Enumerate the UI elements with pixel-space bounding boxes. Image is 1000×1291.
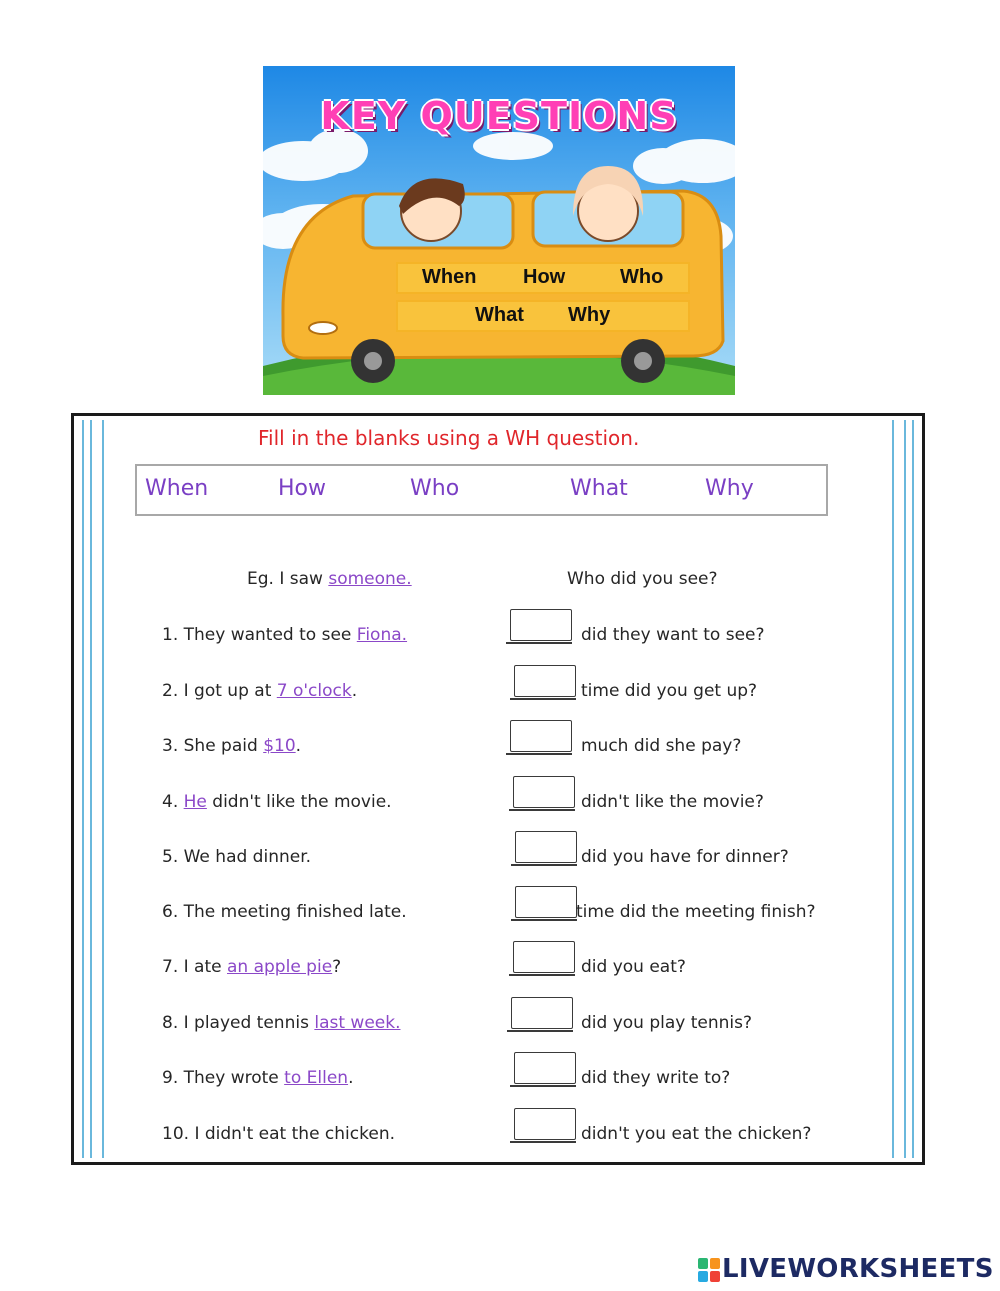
answer-blank-input[interactable] — [510, 720, 572, 752]
illustration-title: KEY QUESTIONS — [320, 94, 678, 138]
question-sentence — [162, 1013, 401, 1033]
question-answer: time did you get up? — [581, 681, 758, 701]
word-bank-item: When — [145, 476, 209, 501]
question-sentence — [162, 792, 392, 812]
sentence-text: Eg. I saw — [247, 569, 329, 589]
sentence-text: 8. I played tennis — [162, 1013, 315, 1033]
underlined-word: Fiona. — [356, 625, 408, 645]
question-answer: did you play tennis? — [581, 1013, 753, 1033]
bus-word: Who — [620, 266, 664, 288]
answer-blank-input[interactable] — [514, 1052, 576, 1084]
sentence-text: 7. I ate — [162, 957, 227, 977]
question-sentence — [162, 736, 301, 756]
sentence-text: 10. I didn't eat the chicken. — [162, 1124, 395, 1144]
underlined-word: 7 o'clock — [276, 681, 352, 701]
sentence-text: ? — [332, 957, 342, 977]
question-answer: did they want to see? — [581, 625, 765, 645]
question-answer: didn't you eat the chicken? — [581, 1124, 812, 1144]
sentence-text: . — [351, 681, 358, 701]
sentence-text: didn't like the movie. — [206, 792, 392, 812]
sentence-text: 6. The meeting finished late. — [162, 902, 407, 922]
answer-underline — [509, 809, 575, 811]
worksheet-panel — [71, 413, 925, 1165]
logo-mark-icon — [698, 1258, 720, 1282]
answer-blank-input[interactable] — [515, 831, 577, 863]
answer-underline — [510, 1141, 576, 1143]
answer-blank-input[interactable] — [515, 886, 577, 918]
word-bank-item: Why — [705, 476, 754, 501]
answer-underline — [511, 864, 577, 866]
underlined-word: He — [183, 792, 207, 812]
answer-underline — [510, 1085, 576, 1087]
sentence-text: 5. We had dinner. — [162, 847, 312, 867]
logo-text: LIVEWORKSHEETS — [722, 1254, 994, 1284]
answer-underline — [507, 1030, 573, 1032]
example-sentence — [247, 569, 412, 589]
underlined-word: to Ellen — [284, 1068, 349, 1088]
word-bank-item: Who — [410, 476, 460, 501]
instruction-text: Fill in the blanks using a WH question. — [258, 426, 640, 450]
border-stripe — [904, 420, 906, 1158]
border-stripe — [102, 420, 104, 1158]
sentence-text: 2. I got up at — [162, 681, 277, 701]
underlined-word: $10 — [263, 736, 296, 756]
question-sentence — [162, 957, 341, 977]
border-stripe — [892, 420, 894, 1158]
question-sentence — [162, 902, 407, 922]
word-bank-item: What — [570, 476, 628, 501]
question-answer: much did she pay? — [581, 736, 742, 756]
word-bank-item: How — [278, 476, 326, 501]
answer-blank-input[interactable] — [513, 941, 575, 973]
bus-word: How — [523, 266, 566, 288]
underlined-word: an apple pie — [227, 957, 333, 977]
answer-blank-input[interactable] — [510, 609, 572, 641]
question-sentence — [162, 625, 407, 645]
answer-underline — [510, 698, 576, 700]
example-answer: Who did you see? — [567, 569, 718, 589]
answer-blank-input[interactable] — [514, 665, 576, 697]
sentence-text: 9. They wrote — [162, 1068, 285, 1088]
question-sentence — [162, 1068, 353, 1088]
question-answer: did you eat? — [581, 957, 686, 977]
answer-underline — [509, 974, 575, 976]
sentence-text: 3. She paid — [162, 736, 264, 756]
bus-word: When — [422, 266, 477, 288]
question-answer: didn't like the movie? — [581, 792, 764, 812]
border-stripe — [82, 420, 84, 1158]
answer-blank-input[interactable] — [514, 1108, 576, 1140]
bus-sign-row-2 — [396, 300, 690, 332]
key-questions-illustration — [263, 66, 735, 395]
answer-underline — [511, 919, 577, 921]
question-answer: did you have for dinner? — [581, 847, 789, 867]
question-answer: did they write to? — [581, 1068, 731, 1088]
question-sentence — [162, 681, 357, 701]
bus-word: Why — [568, 304, 611, 326]
underlined-word: someone. — [328, 569, 412, 589]
word-bank — [135, 464, 828, 516]
border-stripe — [90, 420, 92, 1158]
underlined-word: last week. — [314, 1013, 401, 1033]
border-stripe — [912, 420, 914, 1158]
sentence-text: 4. — [162, 792, 184, 812]
question-sentence — [162, 1124, 395, 1144]
question-answer: time did the meeting finish? — [576, 902, 816, 922]
bus-word: What — [475, 304, 524, 326]
answer-blank-input[interactable] — [511, 997, 573, 1029]
sentence-text: 1. They wanted to see — [162, 625, 357, 645]
question-sentence — [162, 847, 311, 867]
sentence-text: . — [295, 736, 302, 756]
answer-blank-input[interactable] — [513, 776, 575, 808]
answer-underline — [506, 753, 572, 755]
bus-sign-row-1 — [396, 262, 690, 294]
sentence-text: . — [348, 1068, 354, 1088]
answer-underline — [506, 642, 572, 644]
